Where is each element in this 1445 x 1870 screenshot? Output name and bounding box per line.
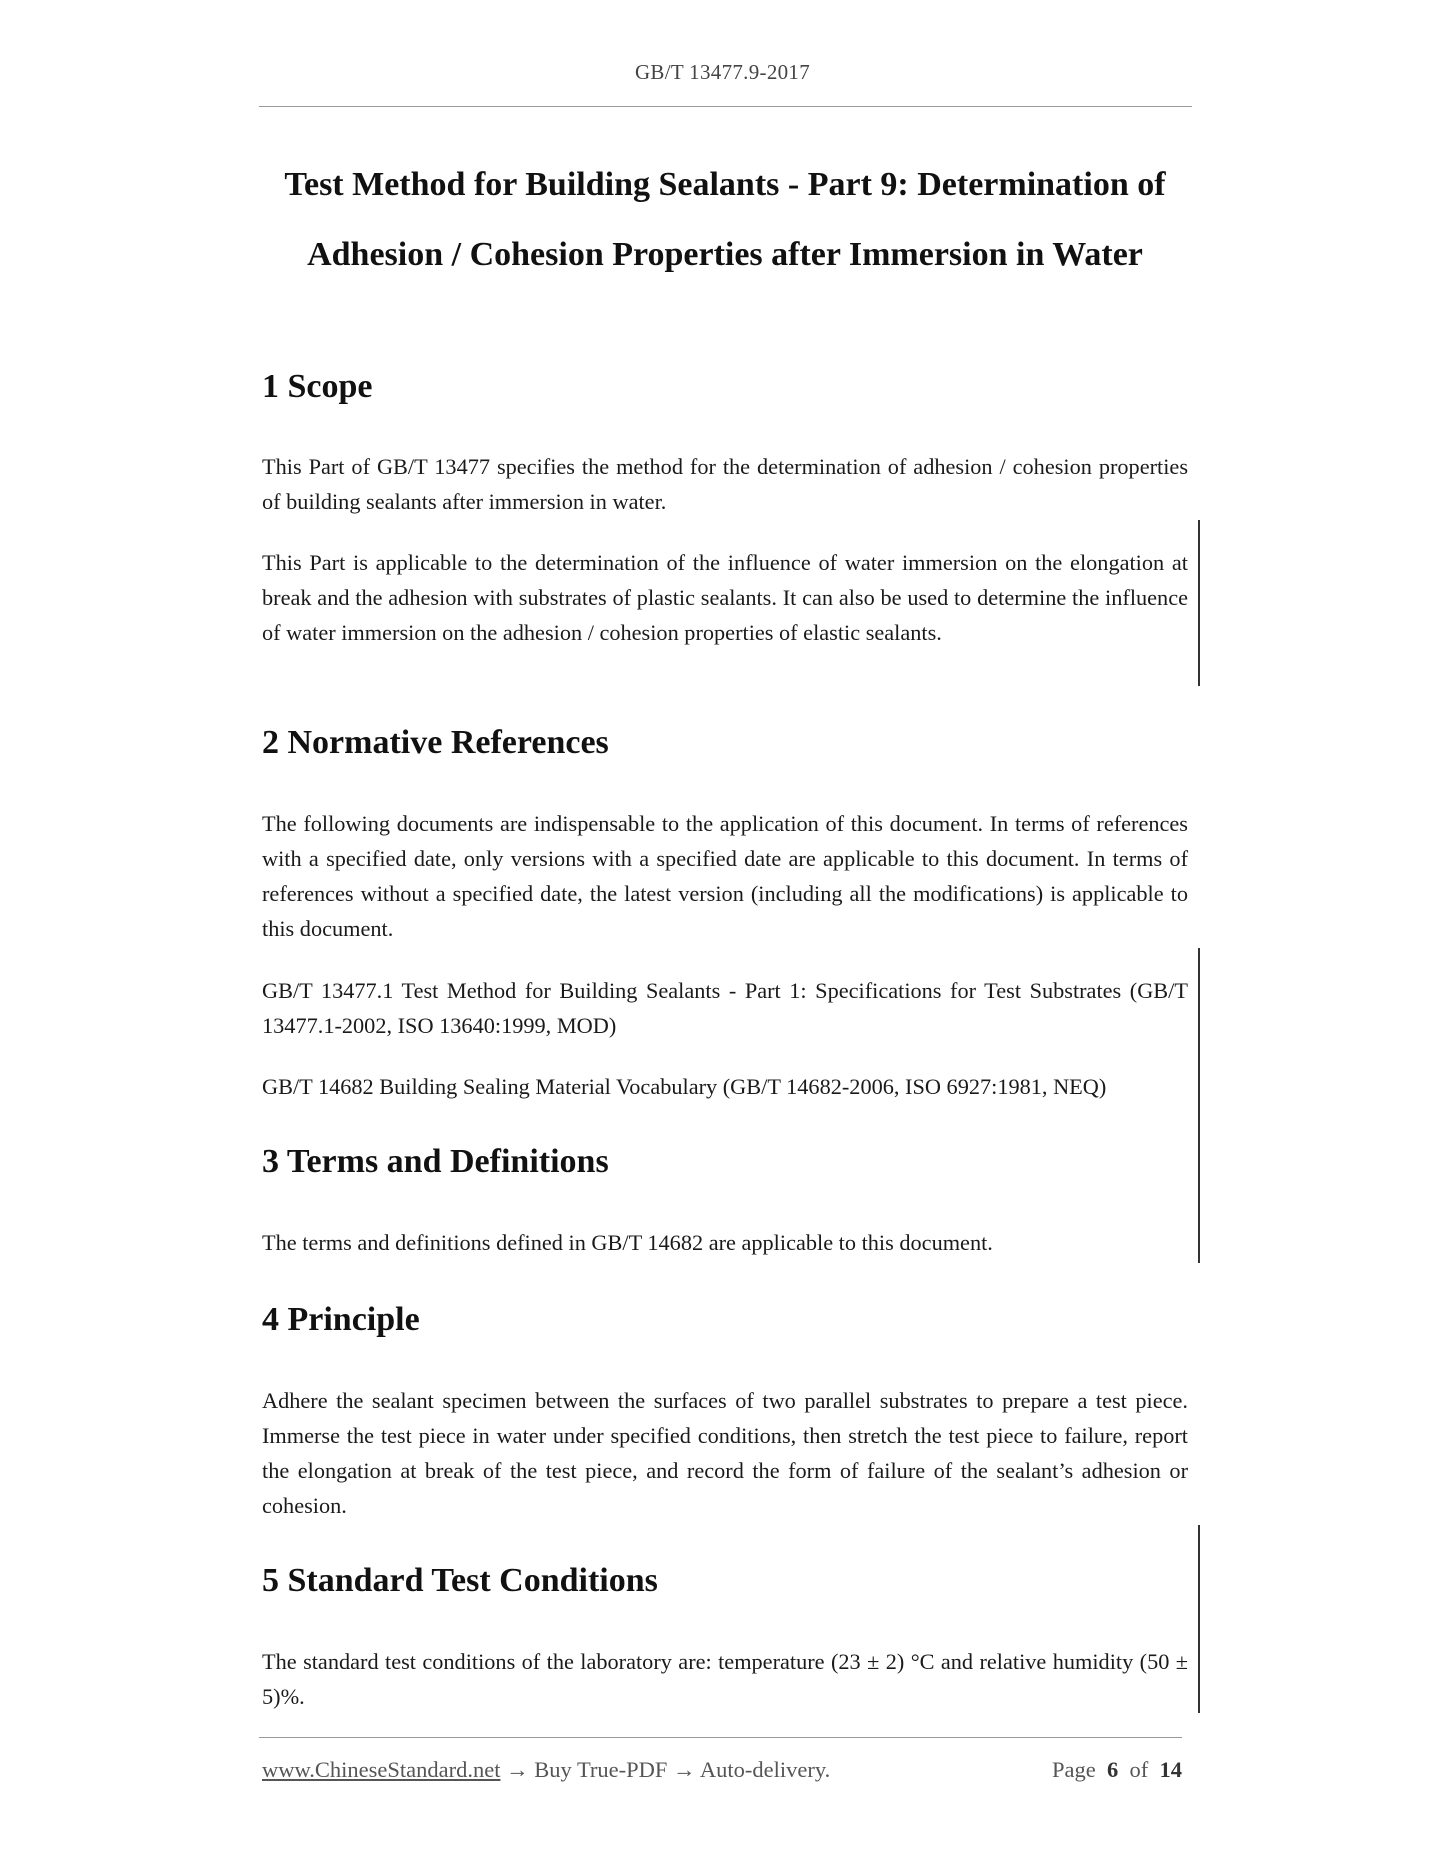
chinesestandard-link[interactable]: www.ChineseStandard.net <box>262 1757 501 1782</box>
change-bar <box>1198 520 1200 686</box>
section-4-heading: 4 Principle <box>262 1301 420 1338</box>
page-indicator <box>1052 1757 1182 1783</box>
document-title <box>250 150 1200 290</box>
footer-promo <box>262 1757 830 1783</box>
footer-promo-text: → Buy True-PDF → Auto-delivery. <box>500 1757 831 1782</box>
title-line-2: Adhesion / Cohesion Properties after Immersion in Water <box>307 236 1143 273</box>
footer-rule <box>259 1737 1182 1738</box>
change-bar <box>1198 948 1200 1263</box>
section-2-heading: 2 Normative References <box>262 724 609 761</box>
running-header: GB/T 13477.9-2017 <box>634 60 811 84</box>
change-bar <box>1198 1525 1200 1713</box>
section-3-heading: 3 Terms and Definitions <box>262 1143 609 1180</box>
section-1-heading: 1 Scope <box>262 368 373 405</box>
page-label: Page <box>1052 1757 1096 1782</box>
total-page-count: 14 <box>1159 1757 1182 1782</box>
section-3-paragraph-1: The terms and definitions defined in GB/T 14682 are applicable to this document. <box>262 1230 993 1255</box>
section-4-paragraph-1: Adhere the sealant specimen between the surfaces of two parallel substrates to prepare a test piece. Immerse the test piece in water under specified conditions, then stretch the test piece to failure, report the elongation at break of the test piece, and record the form of failure of the sealant’s adhesion or cohesion. <box>262 1388 1188 1518</box>
section-5-heading: 5 Standard Test Conditions <box>262 1562 658 1599</box>
section-2-paragraph-1: The following documents are indispensable to the application of this document. In terms of references with a specified date, only versions with a specified date are applicable to this document. In terms of references without a specified date, the latest version (including all the modifications) is applicable to this document. <box>262 811 1188 941</box>
reference-gbt-14682: GB/T 14682 Building Sealing Material Vocabulary (GB/T 14682-2006, ISO 6927:1981, NEQ) <box>262 1074 1107 1099</box>
section-1-paragraph-1: This Part of GB/T 13477 specifies the method for the determination of adhesion / cohesion properties of building sealants after immersion in water. <box>262 454 1188 514</box>
title-line-1: Test Method for Building Sealants - Part 9: Determination of <box>284 166 1166 203</box>
page-of-label: of <box>1129 1757 1149 1782</box>
section-1-paragraph-2: This Part is applicable to the determination of the influence of water immersion on the elongation at break and the adhesion with substrates of plastic sealants. It can also be used to determine the influence of water immersion on the adhesion / cohesion properties of elastic sealants. <box>262 550 1188 645</box>
section-5-paragraph-1: The standard test conditions of the laboratory are: temperature (23 ± 2) °C and relative humidity (50 ± 5)%. <box>262 1649 1188 1709</box>
header-rule <box>259 106 1192 107</box>
reference-gbt-13477-1: GB/T 13477.1 Test Method for Building Sealants - Part 1: Specifications for Test Substrates (GB/T 13477.1-2002, ISO 13640:1999, MOD) <box>262 978 1188 1038</box>
current-page-number: 6 <box>1107 1757 1119 1782</box>
